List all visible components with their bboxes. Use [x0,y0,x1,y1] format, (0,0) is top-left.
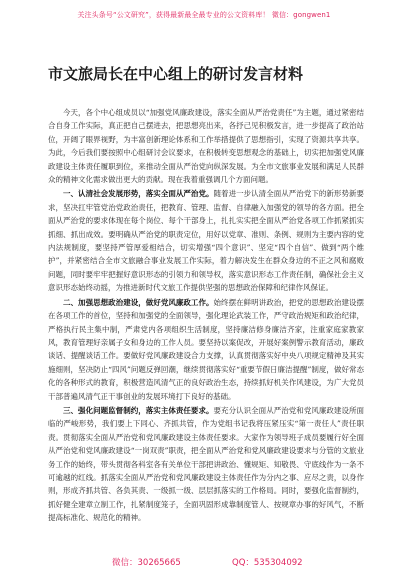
section-3-paragraph [48,404,364,525]
section-3-body: 要充分认识全面从严治党和党风廉政建设所面临的严峻形势，我们要上下同心、齐抓共管，作为党组书记我将压紧压实“第一责任人”责任职责。贯彻落实全面从严治党和党风廉政建设主体责任要求。大家作为领导班子成员要履行好全面从严治党和党风廉政建设“一岗双责”职责，把全面从严治党和党风廉政建设要求与分管的文旅业务工作的始终，带头贯彻各科室各有关单位干部把讲政治、懂规矩、知敬畏、守底线作为一条不可逾越的红线。抓落实全面从严治党和党风廉政建设主体责任作为分内之事、应尽之责，以身作则，形成齐抓共管、各负其责、一级抓一级、层层抓落实的工作格局。同时，要强化监督制约，抓好健全建章立制工作，扎紧制度笼子，全面巩固形成靠制度管人、按规章办事的好风气，不断提高标准化、规范化的精神。 [48,405,365,523]
top-banner: 关注头条号“公文研究”，获得最新最全最专业的公文资料库！ 微信：gongwen1 [77,11,331,19]
section-2-heading: 二、加强思想政治建设，做好党风廉政工作。 [63,297,214,307]
intro-paragraph: 今天，各个中心组成员以“加强党风廉政建设，落实全面从严治党责任”为主题，通过紧密结合自身工作实际，真正把自己摆进去，把思想亮出来，各抒己见积极发言，进一步提高了政治站位，开阔了眼界视野，为丰富创新理论体系和工作举措提供了思想指引，实现了资源共享共享。为此，今后我们要按照中心组研讨会议要求，在积极转变思想观念的基础上，切实把加强党风廉政建设主体责任履职到位，来推动全面从严治党向纵深发展。为全市文旅事业发展和满足人民群众的精神文化需求做出更大的贡献。现在我着重强调几个方面问题。 [48,108,364,185]
document-body [48,106,364,525]
section-1-body: 随着进一步认清全面从严治党下的新形势新要求，坚决扛牢管党治党政治责任，把教育、管理、监督、自律融入加强党的领导的各方面。把全面从严治党的要求体现在每个岗位、每个干部身上，扎扎实实把全面从严治党各项工作抓紧抓实抓细、抓出成效。要明确从严治党的职责定位，用好以党章、准则、条例、规则为主要内容的党内法规制度，要坚持严管厚爱相结合，切实增强“四个意识”、坚定“四个自信”、做到“两个维护”，并紧密结合全市文旅融合事业发展工作实际，着力解决发生在群众身边的不正之风和腐败问题，同时要牢牢把握好意识形态的引领力和领导权，落实意识形态工作责任制，确保社会主义意识形态始终动摇，为推进新时代文旅工作提供坚强的思想政治保障和纪律作风保证。 [48,189,365,293]
section-2-paragraph [48,296,364,403]
document-page [48,30,364,526]
section-3-heading: 三、强化问题监督制约，落实主体责任要求。 [63,405,214,415]
footer-wechat: 微信：30265665 [112,558,181,568]
footer-qq: QQ：535304092 [232,558,303,568]
footer-contact [0,556,408,570]
section-1-paragraph [48,187,364,294]
document-title: 市文旅局长在中心组上的研讨发言材料 [48,65,304,83]
section-2-body: 始终摆在鲜明讲政治，把党的思想政治建设摆在各项工作的首位，坚持和加强党的全面领导，强化理论武装工作，严守政治规矩和政治纪律，严格执行民主集中制，严肃党内各项组织生活制度，坚持廉洁修身廉洁齐家，注重家庭家教家风，教育管理好亲属子女和身边的工作人员。要坚持以案促改，开展好案例警示教育活动，廉政谈话、提醒谈话工作。要做好党风廉政建设合力支撑，认真贯彻落实好中央八项规定精神及其实施细则，坚决防止“四风”问题反弹回潮，继续贯彻落实好“重要节假日廉洁提醒”制度，做好常态化的各种形式的教育，积极营造风清气正的良好政治生态，持续抓好机关作风建设，为广大党员干部普遍风清气正干事创业的发展环境打下良好的基础。 [48,297,365,401]
section-1-heading: 一、认清社会发展形势，落实全面从严治党。 [63,189,214,199]
